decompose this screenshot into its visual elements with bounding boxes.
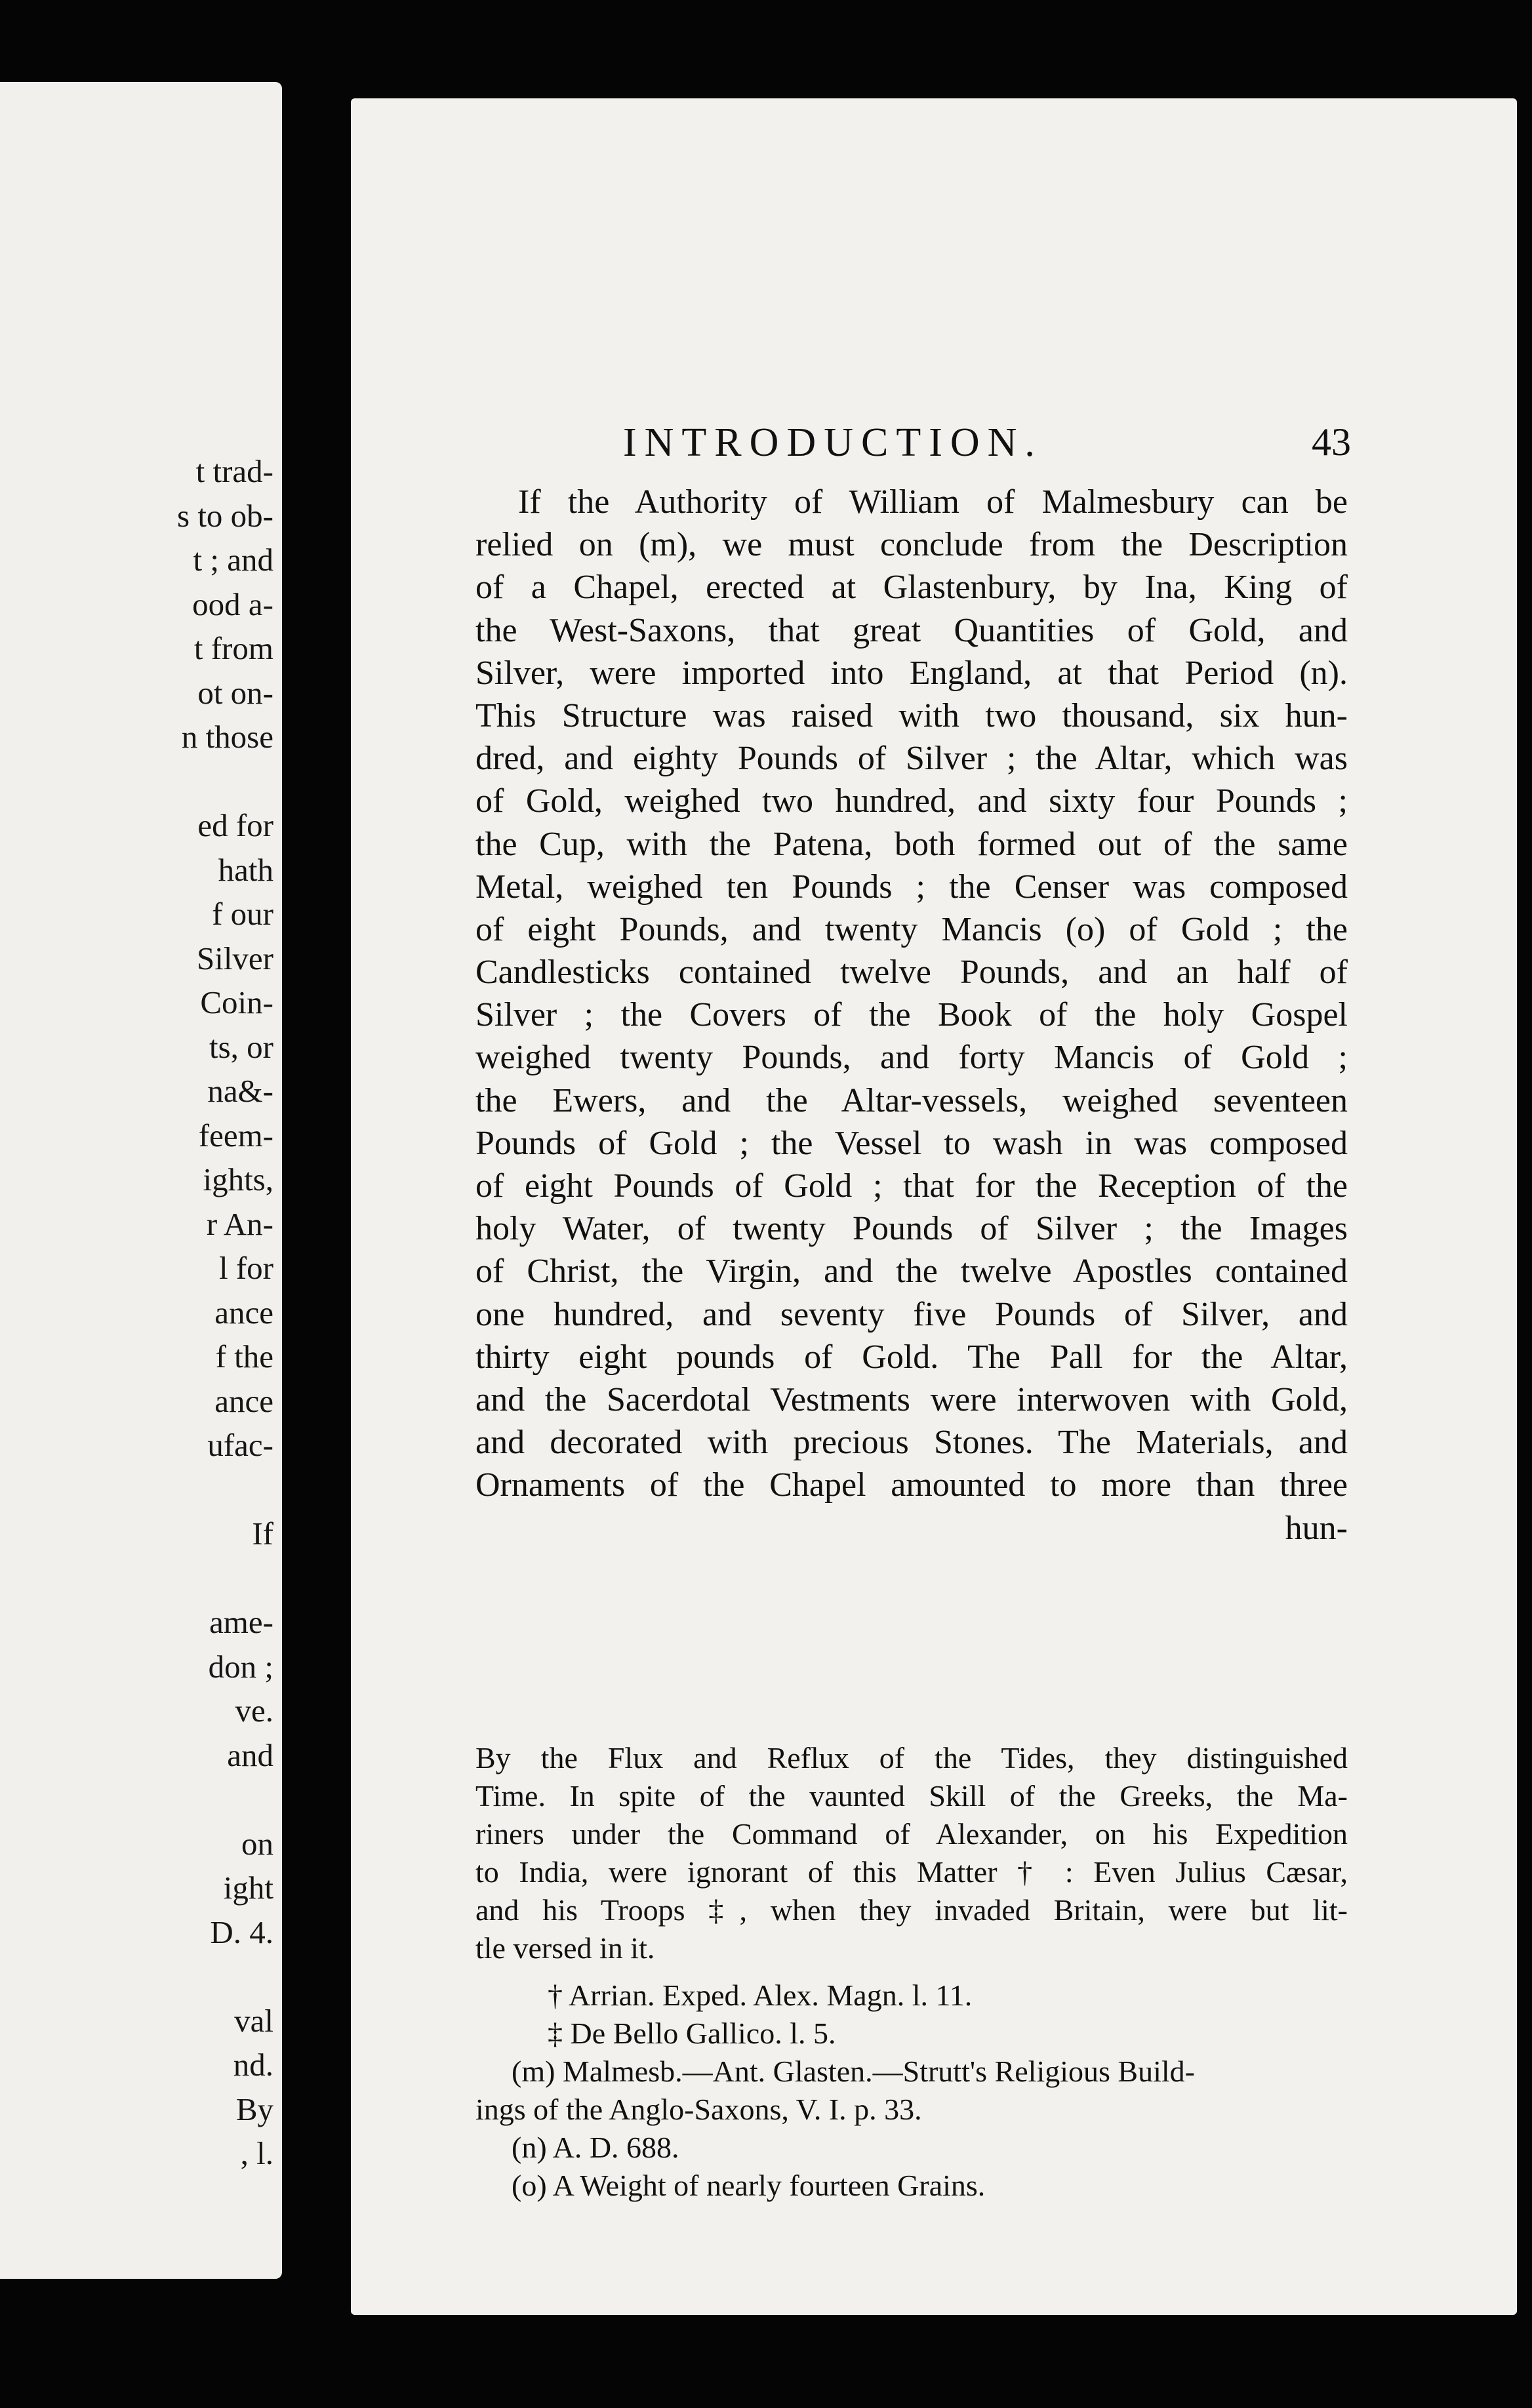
left-line [0,759,273,804]
body-line: the Cup, with the Patena, both formed out of the same [475,825,1348,863]
body-line: Silver ; the Covers of the Book of the holy Gospel [475,996,1348,1034]
left-line: don ; [208,1648,273,1685]
left-line: val [234,2002,273,2039]
page-header [475,420,1351,479]
left-line: ance [214,1382,273,1419]
left-line: ame- [209,1604,273,1640]
footnote-continuation-line: tle versed in it. [475,1931,655,1965]
body-line: of Gold, weighed two hundred, and sixty four Pounds ; [475,782,1348,820]
catchword: hun- [1285,1509,1348,1547]
left-line: D. 4. [210,1914,273,1950]
left-line: ance [214,1294,273,1331]
left-line: r An- [206,1205,273,1242]
left-line: ights, [203,1161,273,1197]
left-line: hath [218,851,273,888]
left-line: , l. [240,2135,273,2171]
body-text [475,481,1348,1550]
left-page-text-fragments [0,449,273,2176]
footnotes [475,1739,1348,2205]
body-line: Metal, weighed ten Pounds ; the Censer was composed [475,868,1348,906]
footnote-continuation-line: riners under the Command of Alexander, on his Expedition [475,1817,1348,1851]
left-line: n those [181,719,273,755]
body-line: the Ewers, and the Altar-vessels, weighed seventeen [475,1081,1348,1119]
left-line: ufac- [207,1427,273,1463]
body-line: This Structure was raised with two thousand, six hun- [475,696,1348,734]
left-line: ight [223,1870,273,1906]
footnote-n: (n) A. D. 688. [512,2131,679,2164]
sub-note: ‡ De Bello Gallico. l. 5. [548,2017,836,2050]
left-line: ts, or [209,1028,273,1065]
left-line: t ; and [193,542,273,578]
body-line: of Christ, the Virgin, and the twelve Apostles contained [475,1253,1348,1291]
left-line: t from [193,630,273,666]
left-line [0,1468,273,1512]
left-line: Silver [196,940,273,976]
left-line: ed for [197,807,273,843]
left-line: and [227,1736,273,1773]
footnote-continuation-line: to India, were ignorant of this Matter † : Even Julius Cæsar, [475,1855,1348,1889]
left-line: ot on- [197,674,273,711]
left-line: on [241,1825,273,1862]
footnote-continuation-line: and his Troops ‡, when they invaded Britain, were but lit- [475,1893,1348,1927]
left-line [0,1954,273,1999]
left-line: feem- [198,1117,273,1154]
left-line: l for [219,1250,273,1286]
body-line: relied on (m), we must conclude from the Description [475,526,1348,564]
body-line: one hundred, and seventy five Pounds of Silver, and [475,1295,1348,1333]
body-line: of eight Pounds, and twenty Mancis (o) of Gold ; the [475,910,1348,948]
left-line [0,1556,273,1601]
left-line: ve. [235,1693,273,1729]
left-page [0,82,282,2279]
body-line: If the Authority of William of Malmesbury can be [518,483,1348,521]
body-line: and the Sacerdotal Vestments were interwoven with Gold, [475,1380,1348,1418]
sub-note: † Arrian. Exped. Alex. Magn. l. 11. [548,1978,973,2012]
page-number: 43 [1312,420,1351,464]
footnote-m-continued: ings of the Anglo-Saxons, V. I. p. 33. [475,2093,922,2126]
body-line: dred, and eighty Pounds of Silver ; the Altar, which was [475,740,1348,778]
left-line: If [252,1515,273,1552]
body-line: of eight Pounds of Gold ; that for the Reception of the [475,1167,1348,1205]
right-page [351,98,1517,2315]
left-line: ood a- [192,586,273,622]
footnote-o: (o) A Weight of nearly fourteen Grains. [512,2169,986,2202]
body-line: Pounds of Gold ; the Vessel to wash in was composed [475,1124,1348,1162]
left-line [0,1777,273,1822]
running-head: INTRODUCTION. [623,420,1043,465]
left-line: By [235,2091,273,2127]
body-line: Candlesticks contained twelve Pounds, and an half of [475,953,1348,992]
body-line: and decorated with precious Stones. The Materials, and [475,1424,1348,1462]
left-line: f our [212,896,273,932]
left-line: t trad- [195,453,273,489]
footnote-m: (m) Malmesb.—Ant. Glasten.—Strutt's Religious Build- [512,2055,1195,2088]
body-line: thirty eight pounds of Gold. The Pall for the Altar, [475,1338,1348,1376]
footnote-continuation-line: By the Flux and Reflux of the Tides, they distinguished [475,1741,1348,1775]
left-line: f the [215,1338,273,1375]
left-line: Coin- [200,984,273,1020]
left-line: na&- [207,1073,273,1109]
body-line: Ornaments of the Chapel amounted to more than three [475,1466,1348,1504]
body-line: the West-Saxons, that great Quantities of Gold, and [475,611,1348,649]
left-line: s to ob- [177,497,273,534]
body-line: of a Chapel, erected at Glastenbury, by Ina, King of [475,569,1348,607]
left-line: nd. [233,2047,273,2083]
footnote-continuation-line: Time. In spite of the vaunted Skill of the Greeks, the Ma- [475,1779,1348,1813]
body-line: weighed twenty Pounds, and forty Mancis of Gold ; [475,1039,1348,1077]
body-line: holy Water, of twenty Pounds of Silver ; the Images [475,1210,1348,1248]
body-line: Silver, were imported into England, at that Period (n). [475,654,1348,692]
